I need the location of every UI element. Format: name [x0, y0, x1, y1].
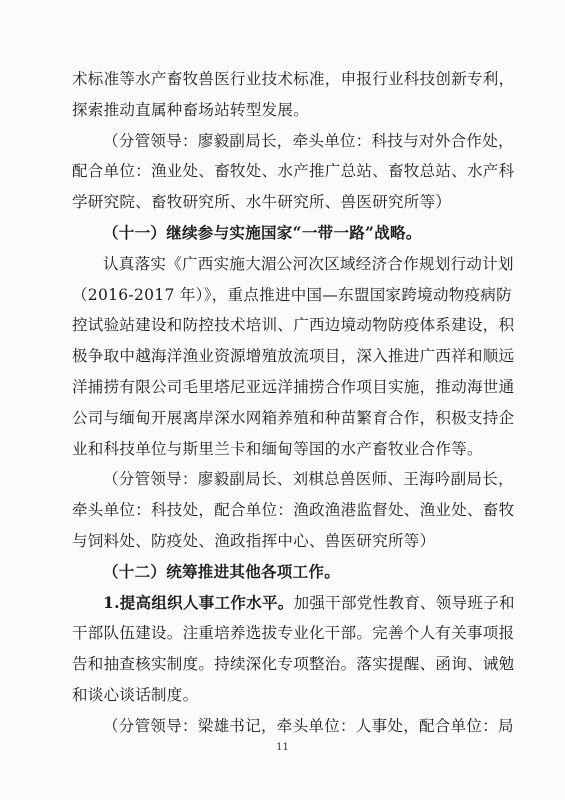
- text-line: 术标准等水产畜牧兽医行业技术标准，申报行业科技创新专利，: [72, 70, 515, 88]
- text-line: 与饲料处、防疫处、渔政指挥中心、兽医研究所等）: [72, 531, 436, 550]
- section-heading: （十二）统筹推进其他各项工作。: [103, 561, 341, 581]
- text-line: 极争取中越海洋渔业资源增殖放流项目，深入推进广西祥和顺远: [72, 347, 515, 366]
- text-line: 探索推动直属种畜场站转型发展。: [72, 100, 310, 119]
- text-line: 配合单位：渔业处、畜牧处、水产推广总站、畜牧总站、水产科: [72, 162, 515, 181]
- text-line: （分管领导：梁雄书记，牵头单位：人事处，配合单位：局: [103, 716, 514, 735]
- text-line: 洋捕捞有限公司毛里塔尼亚远洋捕捞合作项目实施，推动海世通: [72, 377, 515, 396]
- text-line: （分管领导：廖毅副局长、刘棋总兽医师、王海吟副局长，: [103, 470, 514, 489]
- text-line: 认真落实《广西实施大湄公河次区域经济合作规划行动计划: [103, 254, 514, 273]
- document-body: [72, 64, 515, 742]
- text-line: 学研究院、畜牧研究所、水牛研究所、兽医研究所等）: [72, 193, 452, 212]
- text-line: 控试验站建设和防控技术培训、广西边境动物防疫体系建设，积: [72, 316, 515, 335]
- text-line: （2016-2017 年）》，重点推进中国—东盟国家跨境动物疫病防: [72, 285, 512, 304]
- section-heading: （十一）继续参与实施国家“一带一路”战略。: [103, 222, 422, 242]
- text-line: （分管领导：廖毅副局长，牵头单位：科技与对外合作处，: [103, 131, 514, 150]
- text-line: 业和科技单位与斯里兰卡和缅甸等国的水产畜牧业合作等。: [72, 439, 483, 458]
- text-line: 和谈心谈话制度。: [72, 685, 199, 704]
- text-line: 公司与缅甸开展离岸深水网箱养殖和种苗繁育合作，积极支持企: [72, 408, 515, 427]
- page-number: 11: [276, 742, 289, 753]
- text-line: 牵头单位：科技处，配合单位：渔政渔港监督处、渔业处、畜牧: [72, 501, 515, 520]
- text-line: 告和抽查核实制度。持续深化专项整治。落实提醒、函询、诫勉: [72, 655, 515, 674]
- text-run: 加强干部党性教育、领导班子和: [293, 593, 515, 612]
- text-line-with-bold-lead: [72, 588, 515, 619]
- text-line: 干部队伍建设。注重培养选拔专业化干部。完善个人有关事项报: [72, 624, 515, 643]
- subsection-lead: 1.提高组织人事工作水平。: [103, 592, 294, 612]
